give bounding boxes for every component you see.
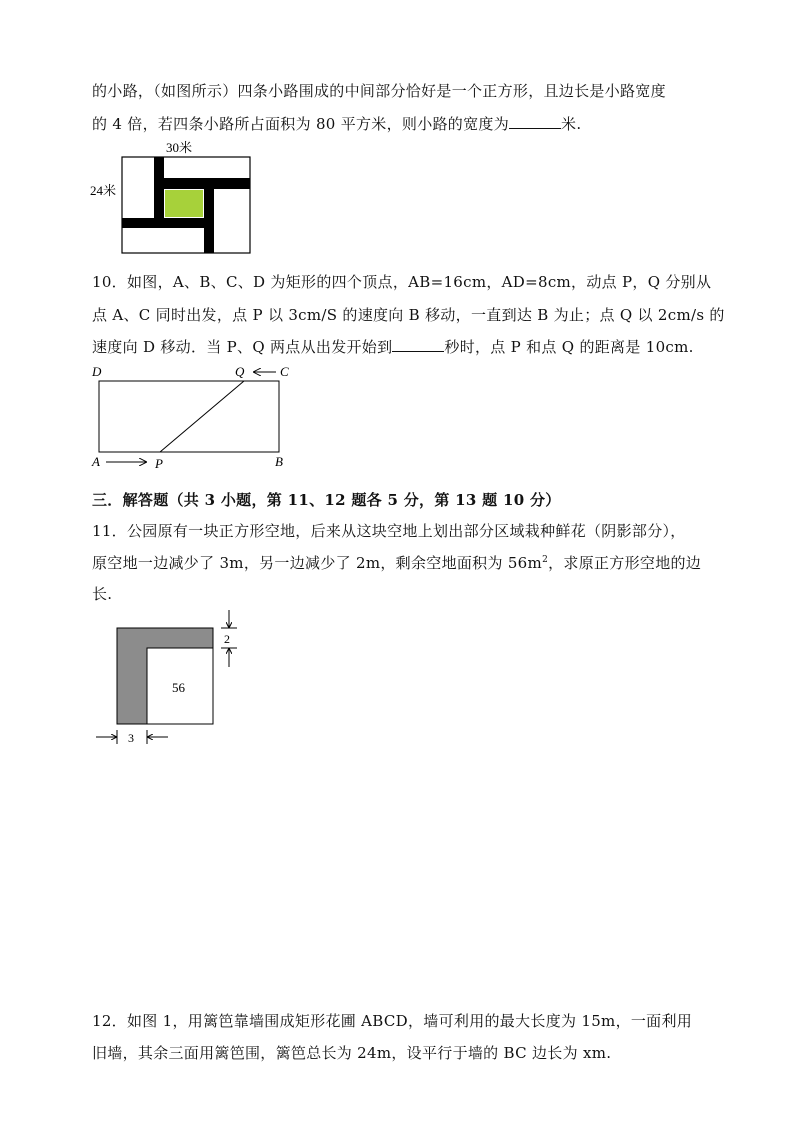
q9-side-label: 24米 [90,183,117,198]
q11-garden-figure [90,605,250,750]
q11-dim-left-label: 3 [128,731,134,745]
q10-label-b: B [275,454,283,469]
q9-path-figure [88,140,258,258]
q10-line-1: 10．如图，A、B、C、D 为矩形的四个顶点，AB=16cm，AD=8cm，动点 P，Q 分别从 [92,273,712,291]
q11-superscript: 2 [542,555,549,565]
q11-area-label: 56 [172,680,185,695]
q9-answer-blank[interactable] [509,113,561,129]
q10-segment-pq [160,381,244,452]
q10-label-d: D [92,364,102,379]
q10-label-c: C [280,364,289,379]
q12-line-2: 旧墙，其余三面用篱笆围，篱笆总长为 24m，设平行于墙的 BC 边长为 xm. [92,1044,612,1062]
q9-line-1: 的小路，（如图所示）四条小路围成的中间部分恰好是一个正方形，且边长是小路宽度 [92,82,666,100]
q11-line-3: 长. [92,585,113,603]
q10-line-2: 点 A、C 同时出发，点 P 以 3cm/S 的速度向 B 移动，一直到达 B 为止；点 Q 以 2cm/s 的 [92,306,725,324]
q9-path-top-horizontal [154,178,250,189]
section-3-heading: 三．解答题（共 3 小题，第 11、12 题各 5 分，第 13 题 10 分） [92,491,561,509]
q9-top-label: 30米 [166,140,193,155]
q10-line-3-text: 速度向 D 移动．当 P、Q 两点从出发开始到 [92,338,393,356]
q11-line-2 [92,552,701,573]
q9-center-square [165,190,203,217]
q10-label-a: A [92,454,100,469]
q10-label-q: Q [235,364,245,379]
q12-line-1: 12．如图 1，用篱笆靠墙围成矩形花圃 ABCD，墙可利用的最大长度为 15m，一面利用 [92,1012,693,1030]
q10-label-p: P [155,456,163,471]
q9-line-2 [92,113,581,134]
q10-line-3 [92,336,694,357]
q11-dim-top-label: 2 [224,632,230,646]
q10-rect-abcd [99,381,279,452]
q9-line-2-tail: 米. [561,115,582,133]
q11-line-2-tail: ，求原正方形空地的边 [548,554,702,572]
q10-answer-blank[interactable] [392,336,444,352]
q10-line-3-tail: 秒时，点 P 和点 Q 的距离是 10cm. [444,338,694,356]
q9-line-2-text: 的 4 倍，若四条小路所占面积为 80 平方米，则小路的宽度为 [92,115,510,133]
q9-path-bottom-horizontal [122,218,214,228]
q11-line-1: 11．公园原有一块正方形空地，后来从这块空地上划出部分区域栽种鲜花（阴影部分）， [92,522,686,540]
q10-rectangle-figure [86,362,306,474]
q11-line-2-text: 原空地一边减少了 3m，另一边减少了 2m，剩余空地面积为 56m [92,554,543,572]
